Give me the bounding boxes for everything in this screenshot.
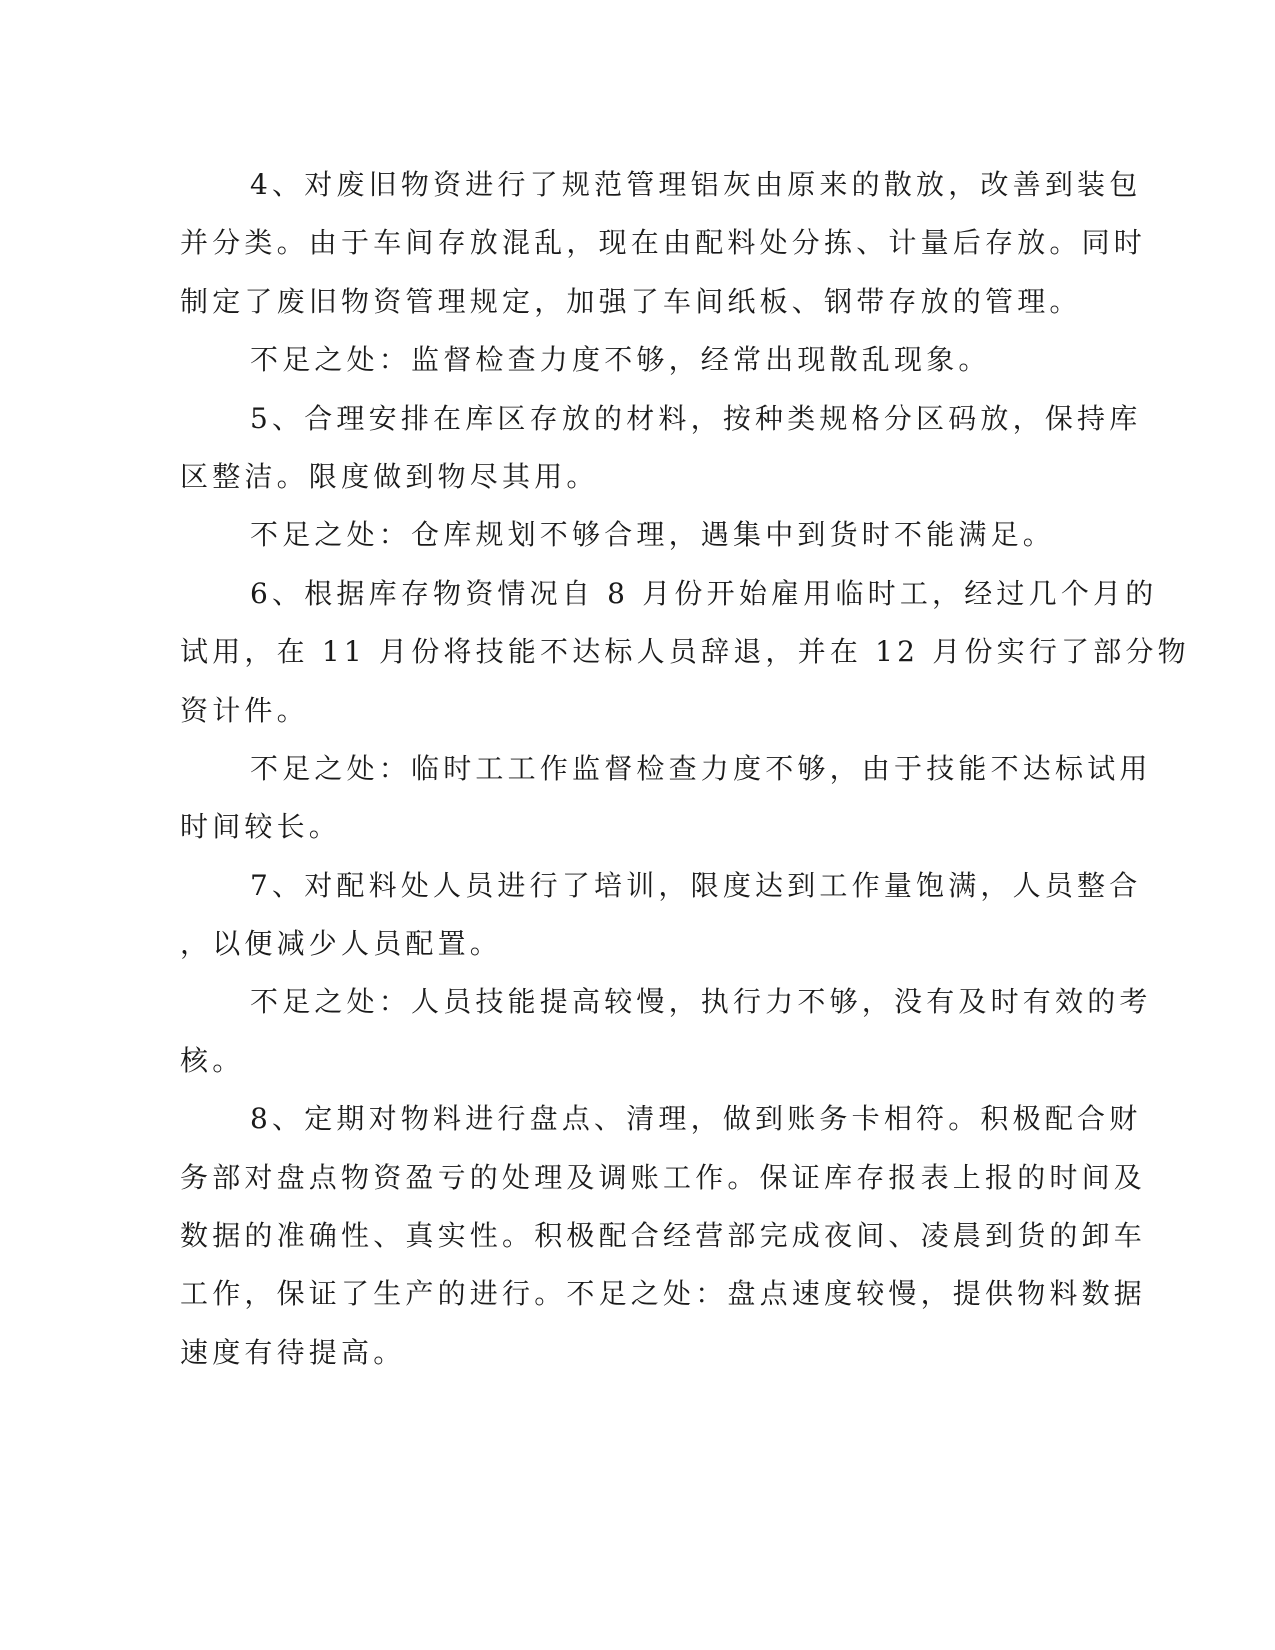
paragraph-item-8: [180, 1090, 1147, 1382]
paragraph-shortcoming-6: [180, 740, 1152, 857]
text-line: 4、对废旧物资进行了规范管理铝灰由原来的散放，改善到装包: [250, 168, 1142, 201]
text-line: ，以便减少人员配置。: [180, 927, 503, 961]
text-line: 速度有待提高。: [180, 1335, 406, 1369]
text-line: 不足之处：人员技能提高较慢，执行力不够，没有及时有效的考: [250, 985, 1152, 1019]
paragraph-item-6: [180, 565, 1190, 740]
paragraph-shortcoming-5: [180, 506, 1056, 564]
text-line: 7、对配料处人员进行了培训，限度达到工作量饱满，人员整合: [250, 868, 1142, 902]
text-line: 核。: [180, 1043, 245, 1077]
text-line: 务部对盘点物资盈亏的处理及调账工作。保证库存报表上报的时间及: [180, 1160, 1147, 1194]
text-line: 6、根据库存物资情况自 8 月份开始雇用临时工，经过几个月的: [250, 576, 1158, 610]
text-line: 区整洁。限度做到物尽其用。: [180, 459, 599, 493]
document-body: [180, 156, 1190, 1382]
paragraph-item-5: [180, 390, 1142, 507]
text-line: 资计件。: [180, 693, 309, 727]
text-line: 5、合理安排在库区存放的材料，按种类规格分区码放，保持库: [250, 401, 1142, 435]
text-line: 不足之处：临时工工作监督检查力度不够，由于技能不达标试用: [250, 751, 1152, 785]
text-line: 8、定期对物料进行盘点、清理，做到账务卡相符。积极配合财: [250, 1102, 1142, 1136]
text-line: 制定了废旧物资管理规定，加强了车间纸板、钢带存放的管理。: [180, 284, 1082, 318]
text-line: 工作，保证了生产的进行。不足之处：盘点速度较慢，提供物料数据: [180, 1277, 1147, 1311]
text-line: 试用，在 11 月份将技能不达标人员辞退，并在 12 月份实行了部分物: [180, 635, 1190, 669]
text-line: 数据的准确性、真实性。积极配合经营部完成夜间、凌晨到货的卸车: [180, 1219, 1147, 1253]
text-line: 不足之处：监督检查力度不够，经常出现散乱现象。: [250, 343, 991, 377]
paragraph-item-4: [180, 156, 1147, 331]
text-line: 并分类。由于车间存放混乱，现在由配料处分拣、计量后存放。同时: [180, 226, 1147, 260]
text-line: 不足之处：仓库规划不够合理，遇集中到货时不能满足。: [250, 518, 1056, 552]
paragraph-shortcoming-4: [180, 331, 1030, 389]
paragraph-item-7: [180, 857, 1142, 974]
paragraph-shortcoming-7: [180, 973, 1152, 1090]
text-line: 时间较长。: [180, 810, 342, 844]
